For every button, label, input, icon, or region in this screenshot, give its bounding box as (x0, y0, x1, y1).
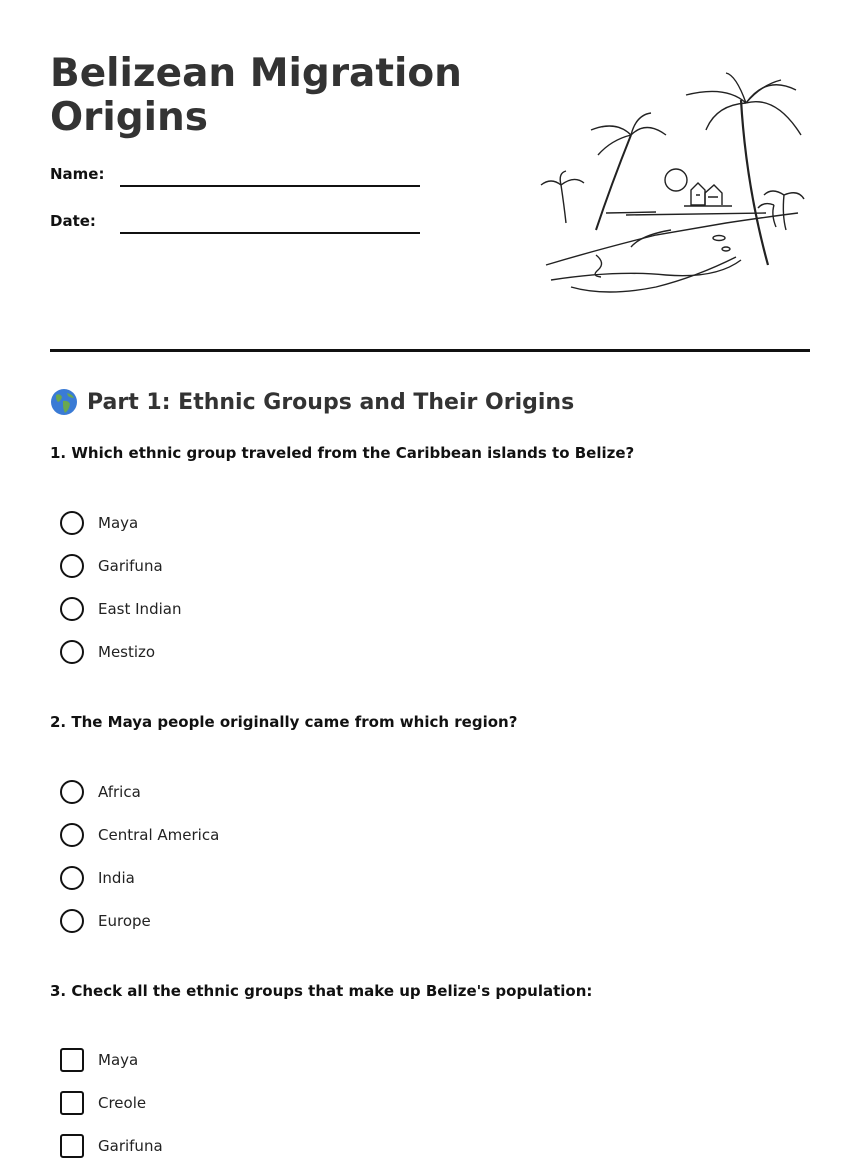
option-label: Africa (98, 783, 141, 801)
option-label: Europe (98, 912, 151, 930)
q2-option-europe[interactable] (60, 908, 151, 934)
option-label: India (98, 869, 135, 887)
q3-option-maya[interactable] (60, 1047, 138, 1073)
radio-button[interactable] (60, 597, 84, 621)
radio-button[interactable] (60, 640, 84, 664)
part1-title-text: Part 1: Ethnic Groups and Their Origins (87, 389, 575, 415)
option-label: Creole (98, 1094, 147, 1112)
option-label: Maya (98, 514, 139, 532)
q3-option-garifuna[interactable] (60, 1133, 163, 1159)
page-title: Belizean Migration Origins (50, 51, 462, 140)
name-field[interactable] (50, 165, 420, 195)
checkbox[interactable] (60, 1134, 84, 1158)
q2-option-central-america[interactable] (60, 822, 219, 848)
radio-button[interactable] (60, 823, 84, 847)
radio-button[interactable] (60, 511, 84, 535)
q1-option-mestizo[interactable] (60, 639, 155, 665)
radio-button[interactable] (60, 866, 84, 890)
globe-icon (50, 388, 78, 416)
q2-option-africa[interactable] (60, 779, 141, 805)
date-label: Date: (50, 212, 96, 230)
option-label: Garifuna (98, 557, 163, 575)
checkbox[interactable] (60, 1091, 84, 1115)
q3-option-creole[interactable] (60, 1090, 146, 1116)
q1-option-east-indian[interactable] (60, 596, 181, 622)
q1-option-garifuna[interactable] (60, 553, 163, 579)
question-1: 1. Which ethnic group traveled from the Caribbean islands to Belize? (50, 444, 635, 462)
date-line[interactable] (120, 232, 420, 234)
q1-option-maya[interactable] (60, 510, 138, 536)
option-label: Maya (98, 1051, 139, 1069)
beach-palm-tree-icon (536, 65, 806, 295)
date-field[interactable] (50, 212, 420, 242)
part1-title (50, 388, 574, 416)
checkbox[interactable] (60, 1048, 84, 1072)
question-2: 2. The Maya people originally came from which region? (50, 713, 518, 731)
name-line[interactable] (120, 185, 420, 187)
name-label: Name: (50, 165, 105, 183)
question-3: 3. Check all the ethnic groups that make up Belize's population: (50, 982, 593, 1000)
option-label: Garifuna (98, 1137, 163, 1155)
q2-option-india[interactable] (60, 865, 135, 891)
radio-button[interactable] (60, 780, 84, 804)
option-label: East Indian (98, 600, 182, 618)
option-label: Mestizo (98, 643, 156, 661)
worksheet-header (50, 0, 810, 352)
radio-button[interactable] (60, 554, 84, 578)
option-label: Central America (98, 826, 220, 844)
radio-button[interactable] (60, 909, 84, 933)
